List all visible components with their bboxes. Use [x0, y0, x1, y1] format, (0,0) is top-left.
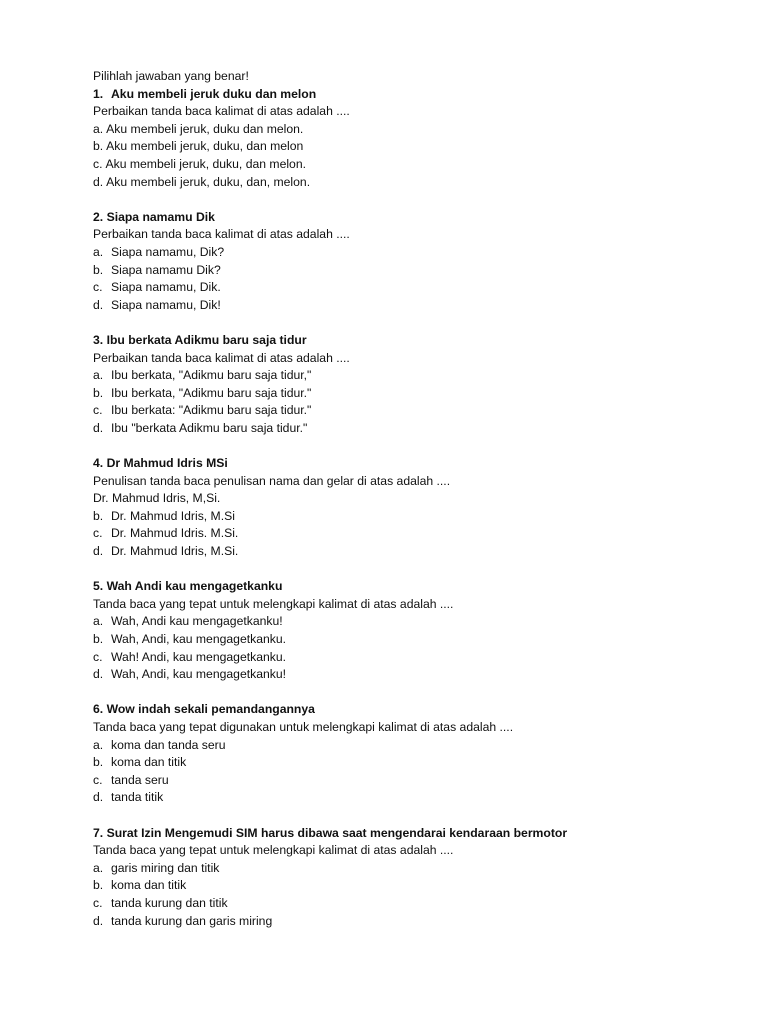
- question-5-option-a: a. Wah, Andi kau mengagetkanku!: [93, 614, 283, 629]
- instruction: Pilihlah jawaban yang benar!: [93, 69, 249, 83]
- question-3-option-d: d. Ibu "berkata Adikmu baru saja tidur.": [93, 420, 308, 435]
- question-7-option-a: a. garis miring dan titik: [93, 860, 220, 875]
- question-3-prompt: Perbaikan tanda baca kalimat di atas adalah ....: [93, 350, 350, 365]
- question-2-option-a: a. Siapa namamu, Dik?: [93, 244, 225, 259]
- question-3-option-a: a. Ibu berkata, "Adikmu baru saja tidur,": [93, 368, 312, 383]
- question-4-option-c: c. Dr. Mahmud Idris. M.Si.: [93, 526, 239, 541]
- question-1-option-c: c. Aku membeli jeruk, duku, dan melon.: [93, 156, 307, 171]
- spacer: [93, 561, 733, 579]
- spacer: [93, 191, 733, 209]
- question-1-option-b: b. Aku membeli jeruk, duku, dan melon: [93, 139, 304, 154]
- spacer: [93, 684, 733, 702]
- question-4-option-a: Dr. Mahmud Idris, M,Si.: [93, 491, 221, 506]
- question-2-option-c: c. Siapa namamu, Dik.: [93, 280, 221, 295]
- question-7-option-b: b. koma dan titik: [93, 878, 187, 893]
- question-5-title: 5. Wah Andi kau mengagetkanku: [93, 579, 283, 594]
- question-4-option-b: b. Dr. Mahmud Idris, M.Si: [93, 508, 235, 523]
- question-5-option-b: b. Wah, Andi, kau mengagetkanku.: [93, 632, 287, 646]
- question-6-option-c: c. tanda seru: [93, 772, 169, 787]
- question-7-prompt: Tanda baca yang tepat untuk melengkapi kalimat di atas adalah ....: [93, 843, 454, 858]
- quiz-content: [93, 68, 733, 930]
- question-5-prompt: Tanda baca yang tepat untuk melengkapi kalimat di atas adalah ....: [93, 596, 454, 611]
- question-1-prompt: Perbaikan tanda baca kalimat di atas adalah ....: [93, 104, 350, 119]
- question-7-option-d: d. tanda kurung dan garis miring: [93, 913, 273, 928]
- question-6-option-b: b. koma dan titik: [93, 755, 187, 770]
- question-2-title: 2. Siapa namamu Dik: [93, 209, 215, 224]
- question-3-option-c: c. Ibu berkata: "Adikmu baru saja tidur.": [93, 403, 312, 418]
- question-2-option-b: b. Siapa namamu Dik?: [93, 262, 221, 277]
- question-4-title: 4. Dr Mahmud Idris MSi: [93, 456, 228, 471]
- question-4-option-d: d. Dr. Mahmud Idris, M.Si.: [93, 544, 239, 559]
- question-1-option-d: d. Aku membeli jeruk, duku, dan, melon.: [93, 174, 311, 189]
- question-7-option-c: c. tanda kurung dan titik: [93, 895, 228, 910]
- question-4-prompt: Penulisan tanda baca penulisan nama dan gelar di atas adalah ....: [93, 473, 451, 488]
- spacer: [93, 314, 733, 332]
- question-1-option-a: a. Aku membeli jeruk, duku dan melon.: [93, 121, 304, 136]
- question-3-title: 3. Ibu berkata Adikmu baru saja tidur: [93, 332, 307, 347]
- question-6-title: 6. Wow indah sekali pemandangannya: [93, 702, 315, 717]
- spacer: [93, 437, 733, 455]
- question-5-option-d: d. Wah, Andi, kau mengagetkanku!: [93, 667, 287, 682]
- question-2-prompt: Perbaikan tanda baca kalimat di atas adalah ....: [93, 227, 350, 242]
- question-7-title: 7. Surat Izin Mengemudi SIM harus dibawa saat mengendarai kendaraan bermotor: [93, 825, 568, 840]
- question-6-option-a: a. koma dan tanda seru: [93, 737, 226, 752]
- question-6-prompt: Tanda baca yang tepat digunakan untuk melengkapi kalimat di atas adalah ....: [93, 719, 514, 734]
- spacer: [93, 807, 733, 825]
- question-1-title: 1. Aku membeli jeruk duku dan melon: [93, 86, 317, 101]
- question-2-option-d: d. Siapa namamu, Dik!: [93, 297, 221, 312]
- question-3-option-b: b. Ibu berkata, "Adikmu baru saja tidur.": [93, 385, 312, 400]
- question-6-option-d: d. tanda titik: [93, 790, 164, 805]
- question-5-option-c: c. Wah! Andi, kau mengagetkanku.: [93, 649, 287, 664]
